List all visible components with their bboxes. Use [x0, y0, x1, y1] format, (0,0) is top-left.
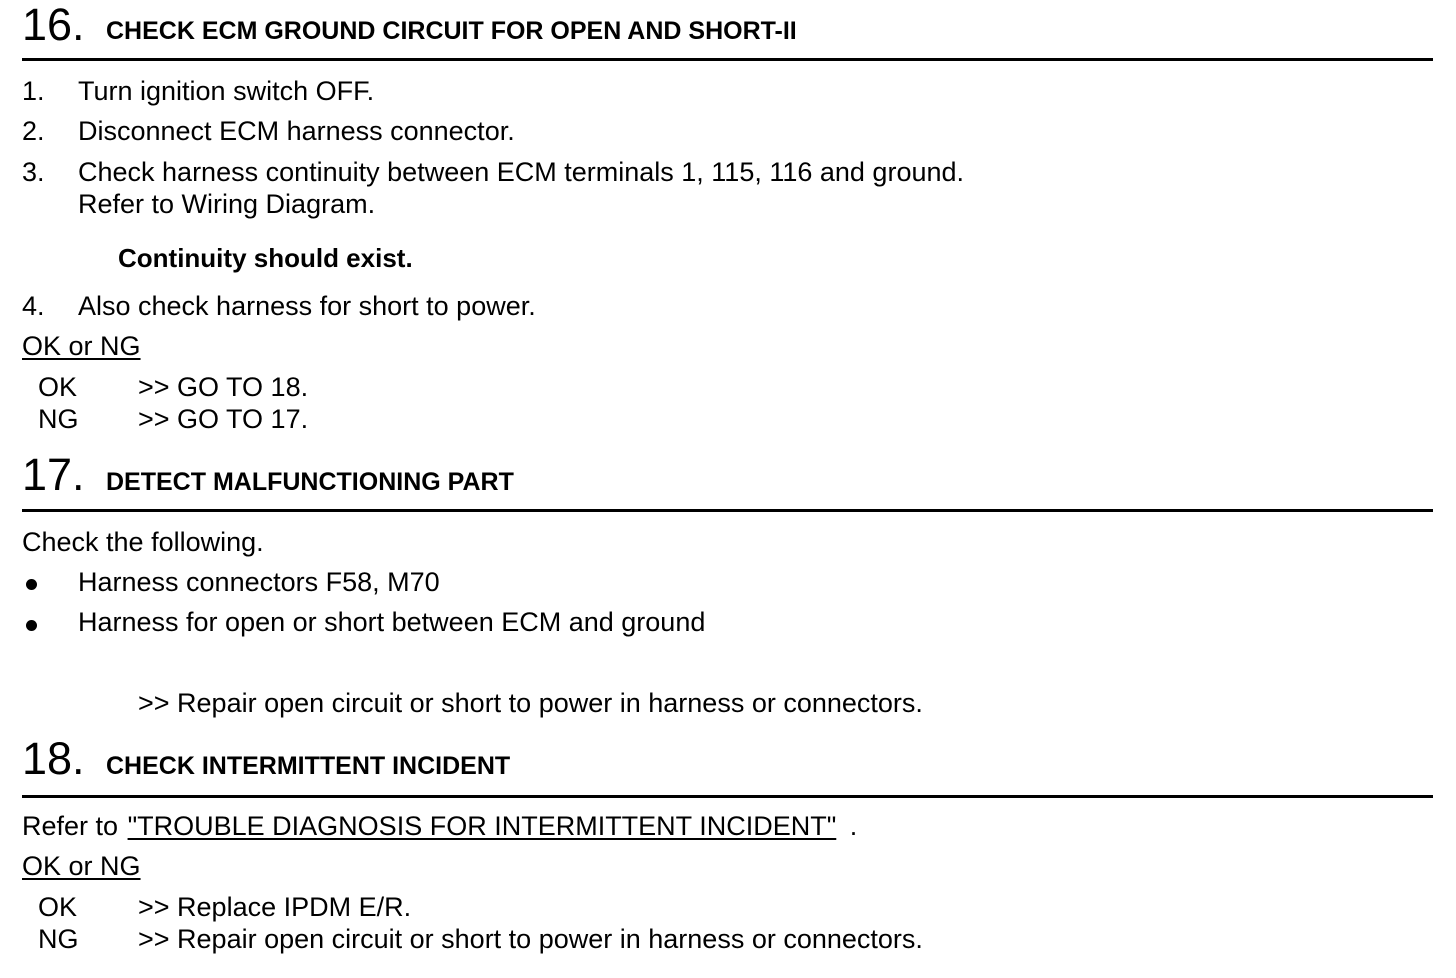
list-item-text: Check harness continuity between ECM terminals 1, 115, 116 and ground.	[78, 157, 965, 187]
refer-suffix: .	[849, 811, 858, 841]
trouble-diagnosis-link[interactable]: "TROUBLE DIAGNOSIS FOR INTERMITTENT INCIDENT"	[127, 811, 837, 841]
list-item-number: 3.	[22, 157, 45, 187]
result-action-ok: >> Replace IPDM E/R.	[138, 892, 412, 922]
bullet-item-text: Harness connectors F58, M70	[78, 567, 440, 597]
result-label-ok: OK	[38, 892, 78, 922]
result-label-ng: NG	[38, 404, 79, 434]
list-item-number: 2.	[22, 116, 45, 146]
list-item-text-continued: Refer to Wiring Diagram.	[78, 189, 376, 219]
step-17-number: 17.	[22, 449, 85, 500]
bullet-icon	[26, 620, 37, 631]
list-item-number: 1.	[22, 76, 45, 106]
step-16-title: CHECK ECM GROUND CIRCUIT FOR OPEN AND SHORT-II	[106, 17, 797, 45]
refer-prefix: Refer to	[22, 811, 119, 841]
result-action-ng: >> GO TO 17.	[138, 404, 309, 434]
repair-action: >> Repair open circuit or short to power in harness or connectors.	[138, 688, 923, 718]
result-label-ng: NG	[38, 924, 79, 954]
bullet-icon	[26, 579, 37, 590]
step-16-number: 16.	[22, 0, 85, 50]
intro-text: Check the following.	[22, 527, 264, 557]
ok-or-ng-label: OK or NG	[22, 331, 141, 361]
bullet-item-text: Harness for open or short between ECM and ground	[78, 607, 706, 637]
step-18-number: 18.	[22, 733, 85, 784]
list-item-text: Turn ignition switch OFF.	[78, 76, 375, 106]
step-18-title: CHECK INTERMITTENT INCIDENT	[106, 752, 511, 780]
divider	[22, 58, 1433, 61]
result-label-ok: OK	[38, 372, 78, 402]
refer-line	[22, 810, 857, 842]
list-item-text: Also check harness for short to power.	[78, 291, 536, 321]
list-item-text: Disconnect ECM harness connector.	[78, 116, 515, 146]
continuity-note: Continuity should exist.	[118, 243, 413, 273]
divider	[22, 795, 1433, 798]
result-action-ng: >> Repair open circuit or short to power in harness or connectors.	[138, 924, 923, 954]
result-action-ok: >> GO TO 18.	[138, 372, 309, 402]
ok-or-ng-label: OK or NG	[22, 851, 141, 881]
step-17-title: DETECT MALFUNCTIONING PART	[106, 468, 514, 496]
divider	[22, 509, 1433, 512]
list-item-number: 4.	[22, 291, 45, 321]
